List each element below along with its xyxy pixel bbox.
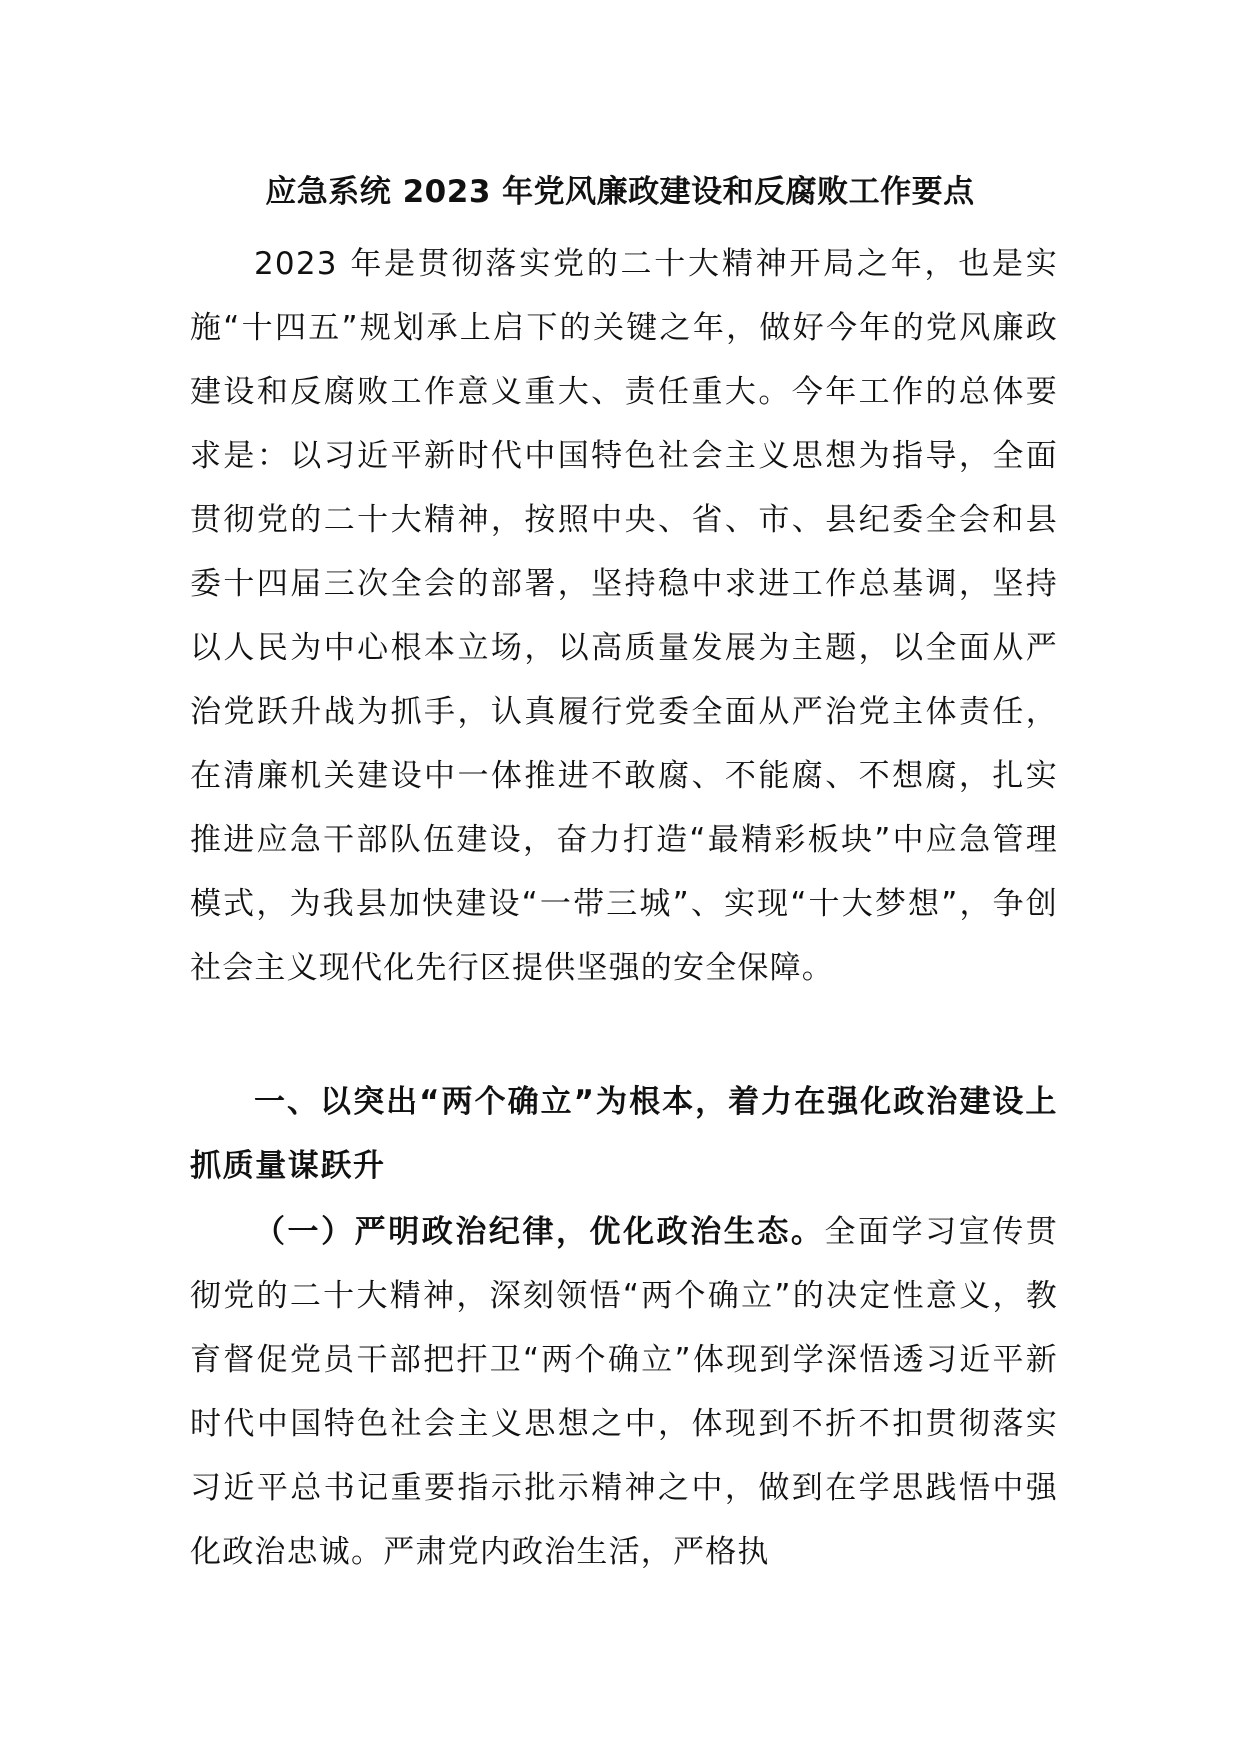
subsection-body-1: 全面学习宣传贯彻党的二十大精神，深刻领悟“两个确立”的决定性意义，教育督促党员干部把扞卫“两个确立”体现到学深悟透习近平新时代中国特色社会主义思想之中，体现到不折不扣贯彻落实习近平总书记重要指示批示精神之中，做到在学思践悟中强化政治忠诚。严肃党内政治生活，严格执 [190,1214,1058,1570]
document-title: 应急系统 2023 年党风廉政建设和反腐败工作要点 [265,174,975,210]
subsection-paragraph-1 [190,1200,1058,1584]
intro-paragraph: 2023 年是贯彻落实党的二十大精神开局之年，也是实施“十四五”规划承上启下的关键之年，做好今年的党风廉政建设和反腐败工作意义重大、责任重大。今年工作的总体要求是：以习近平新时代中国特色社会主义思想为指导，全面贯彻党的二十大精神，按照中央、省、市、县纪委全会和县委十四届三次全会的部署，坚持稳中求进工作总基调，坚持以人民为中心根本立场，以高质量发展为主题，以全面从严治党跃升战为抓手，认真履行党委全面从严治党主体责任，在清廉机关建设中一体推进不敢腐、不能腐、不想腐，扎实推进应急干部队伍建设，奋力打造“最精彩板块”中应急管理模式，为我县加快建设“一带三城”、实现“十大梦想”，争创社会主义现代化先行区提供坚强的安全保障。 [190,246,1058,986]
subsection-heading-1: （一）严明政治纪律，优化政治生态。 [254,1214,825,1250]
section-heading-1: 一、以突出“两个确立”为根本，着力在强化政治建设上抓质量谋跃升 [190,1084,1058,1184]
